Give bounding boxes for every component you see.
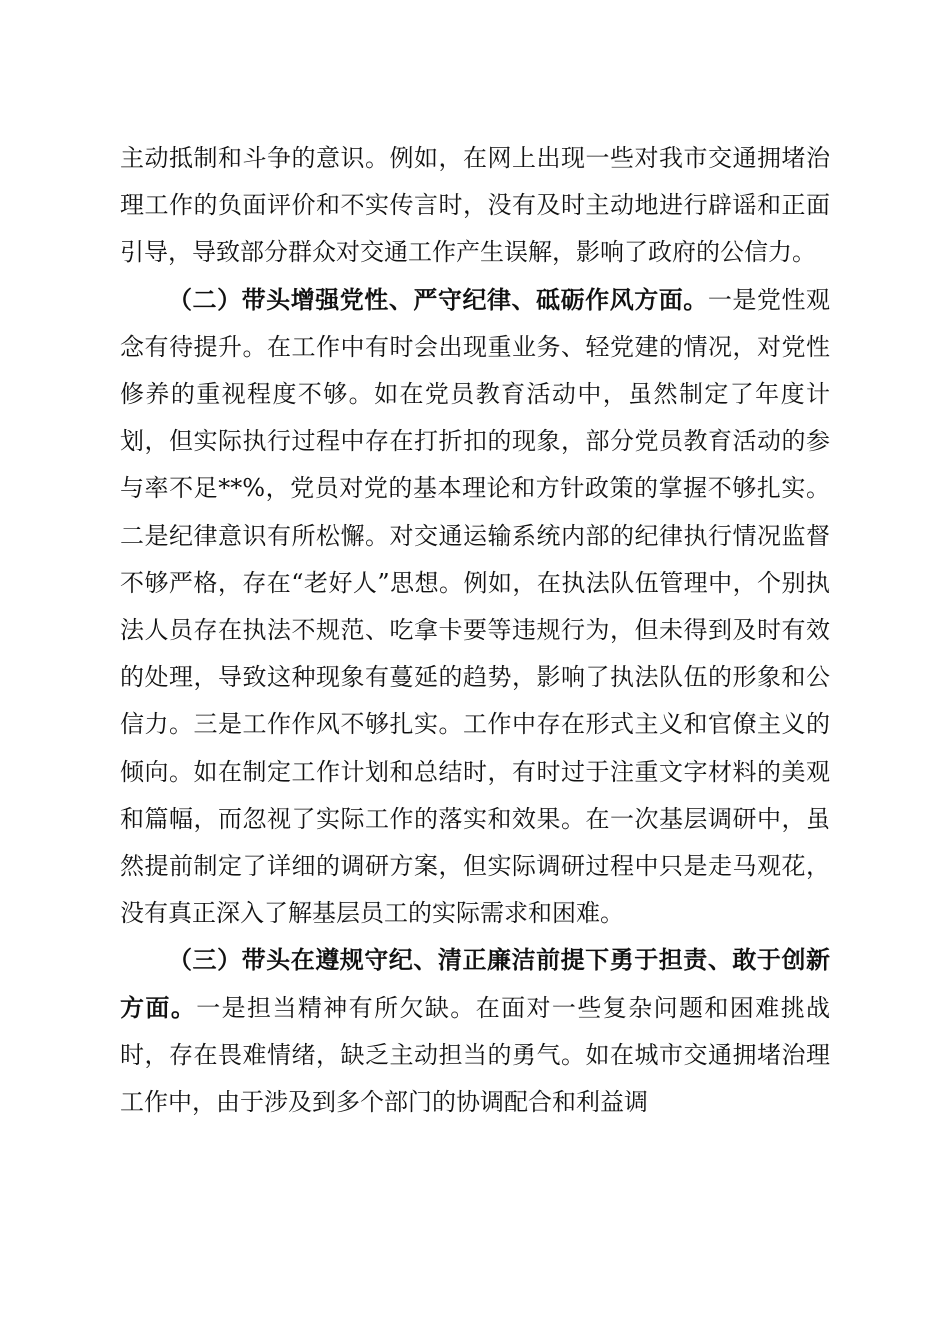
paragraph-section-3 bbox=[120, 937, 830, 1126]
paragraph-body: 一是党性观念有待提升。在工作中有时会出现重业务、轻党建的情况，对党性修养的重视程度不够。如在党员教育活动中，虽然制定了年度计划，但实际执行过程中存在打折扣的现象，部分党员教育活动的参与率不足**%，党员对党的基本理论和方针政策的掌握不够扎实。二是纪律意识有所松懈。对交通运输系统内部的纪律执行情况监督不够严格，存在“老好人”思想。例如，在执法队伍管理中，个别执法人员存在执法不规范、吃拿卡要等违规行为，但未得到及时有效的处理，导致这种现象有蔓延的趋势，影响了执法队伍的形象和公信力。三是工作作风不够扎实。工作中存在形式主义和官僚主义的倾向。如在制定工作计划和总结时，有时过于注重文字材料的美观和篇幅，而忽视了实际工作的落实和效果。在一次基层调研中，虽然提前制定了详细的调研方案，但实际调研过程中只是走马观花，没有真正深入了解基层员工的实际需求和困难。 bbox=[120, 285, 831, 928]
paragraph-section-2 bbox=[120, 277, 830, 938]
section-heading: （二）带头增强党性、严守纪律、砥砺作风方面。 bbox=[168, 285, 708, 314]
document-page bbox=[120, 135, 830, 1126]
section-heading: （三）带头在遵规守纪、清正廉洁前提下勇于担责、敢于创新方面。 bbox=[120, 946, 830, 1022]
paragraph-continuation bbox=[120, 135, 830, 277]
paragraph-body: 一是担当精神有所欠缺。在面对一些复杂问题和困难挑战时，存在畏难情绪，缺乏主动担当的勇气。如在城市交通拥堵治理工作中，由于涉及到多个部门的协调配合和利益调 bbox=[120, 993, 831, 1117]
paragraph-body: 主动抵制和斗争的意识。例如，在网上出现一些对我市交通拥堵治理工作的负面评价和不实传言时，没有及时主动地进行辟谣和正面引导，导致部分群众对交通工作产生误解，影响了政府的公信力。 bbox=[120, 144, 830, 267]
